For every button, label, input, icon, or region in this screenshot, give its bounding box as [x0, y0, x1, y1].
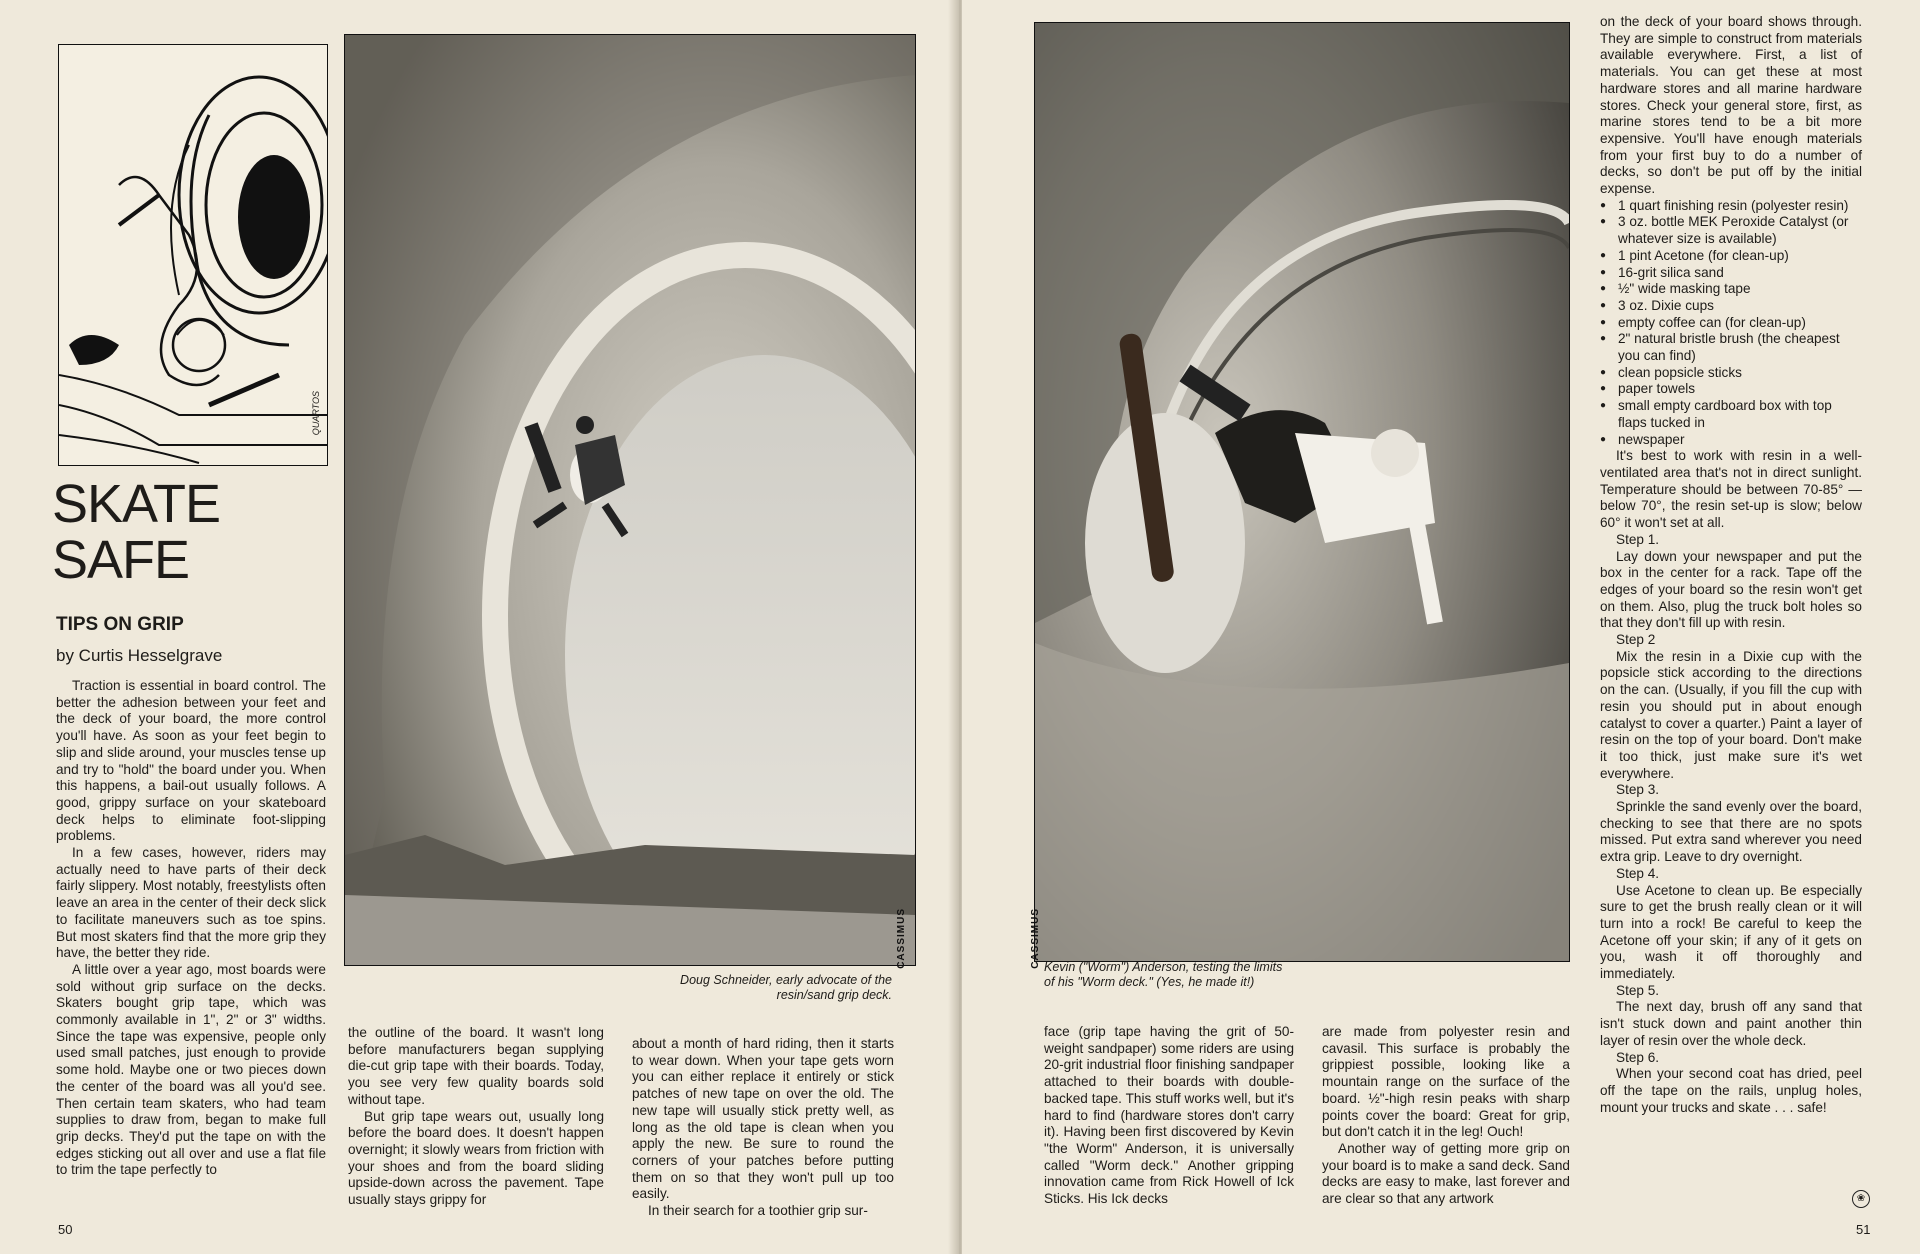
photo-doug-schneider — [344, 34, 916, 966]
step-text: Sprinkle the sand evenly over the board, checking to see that there are no spots missed. Put extra sand wherever you need extra grip. Leave to dry overnight. — [1600, 799, 1862, 865]
list-item: ● 1 pint Acetone (for clean-up) — [1600, 248, 1862, 265]
right-column-3 — [1600, 14, 1862, 1116]
step-label: Step 6. — [1616, 1049, 1660, 1065]
photo-caption-left — [600, 973, 892, 1003]
byline: by Curtis Hesselgrave — [56, 646, 223, 665]
cartoon-drawing — [59, 45, 327, 465]
list-item: ● 1 quart finishing resin (polyester resin) — [1600, 198, 1862, 215]
step-text: Lay down your newspaper and put the box in the center for a rack. Tape off the edges of your board so the resin won't get on them. Also, plug the truck bolt holes so that they don't fill up with resin. — [1600, 548, 1862, 631]
paragraph: the outline of the board. It wasn't long before manufacturers began supplying die-cut grip tape with their boards. Today, you see very few quality boards sold without tape. — [348, 1025, 604, 1107]
cartoon-signature: QUARTOS — [311, 390, 321, 435]
step-text: The next day, brush off any sand that isn't stuck down and paint another thin layer of resin over the whole deck. — [1600, 999, 1862, 1048]
paragraph: about a month of hard riding, then it starts to wear down. When your tape gets worn you can either replace it entirely or stick patches of new tape on over the old. The new tape will usually stick pretty well, as long as the old tape is clean when you apply the new. Be sure to round the corners of your patches before putting them on so that they won't pull up too easily. — [632, 1036, 894, 1202]
paragraph: It's best to work with resin in a well-ventilated area that's not in direct sunlight. Temperature should be between 70-85° — below 70°, the resin set-up is slow; below 60° it won't set at all. — [1600, 448, 1862, 531]
list-item: ● clean popsicle sticks — [1600, 365, 1862, 382]
list-item: ● ½" wide masking tape — [1600, 281, 1862, 298]
page-number-right: 51 — [1856, 1222, 1871, 1237]
list-item: ● 2" natural bristle brush (the cheapest you can find) — [1600, 331, 1862, 364]
step-text: When your second coat has dried, peel off the tape on the rails, unplug holes, mount your trucks and skate . . . safe! — [1600, 1066, 1862, 1115]
pipe-photo — [345, 35, 915, 965]
paragraph: Another way of getting more grip on your board is to make a sand deck. Sand decks are easy to make, last forever and are clear so that any artwork — [1322, 1140, 1570, 1207]
page-number-left: 50 — [58, 1222, 73, 1237]
pipe-photo-right — [1035, 23, 1569, 961]
paragraph: are made from polyester resin and cavasil. This surface is probably the grippiest possible, looking like a mountain range on the surface of the board. ½"-high resin peaks with sharp points cover the board: Great for grip, but don't catch it in the leg! Ouch! — [1322, 1024, 1570, 1140]
step-label: Step 3. — [1616, 782, 1660, 798]
photo-credit-right: CASSIMUS — [1030, 908, 1041, 969]
end-mark-icon: ❀ — [1852, 1190, 1870, 1208]
list-item: ● newspaper — [1600, 432, 1862, 449]
right-column-2 — [1322, 1024, 1570, 1208]
paragraph: face (grip tape having the grit of 50-weight sandpaper) some riders are using 20-grit industrial floor finishing sandpaper attached to their boards with double-backed tape. This stuff works well, but it's hard to find (hardware stores don't carry it). Having been first discovered by Kevin "the Worm" Anderson, it is universally called "Worm deck." Another gripping innovation came from Rick Howell of Ick Sticks. His Ick decks — [1044, 1024, 1294, 1207]
step-text: Use Acetone to clean up. Be especially sure to get the brush really clean or it will turn into a rock! Be careful to keep the Acetone off your skin; if any of it gets on you, wash it off thoroughly and immediately. — [1600, 882, 1862, 982]
right-page — [962, 0, 1920, 1254]
paragraph: Traction is essential in board control. The better the adhesion between your feet and the deck of your board, the more control you'll have. As soon as your feet begin to slip and slide around, your muscles tense up and try to "hold" the board under you. When this happens, a bail-out usually follows. A good, grippy surface on your skateboard deck helps to eliminate foot-slipping problems. — [56, 678, 326, 844]
step-label: Step 4. — [1616, 865, 1660, 881]
left-column-3 — [632, 1036, 894, 1220]
materials-list — [1600, 198, 1862, 449]
paragraph: In their search for a toothier grip sur- — [648, 1203, 868, 1219]
step-label: Step 2 — [1616, 632, 1656, 648]
list-item: ● small empty cardboard box with top flaps tucked in — [1600, 398, 1862, 431]
left-column-1 — [56, 678, 326, 1179]
photo-kevin-anderson — [1034, 22, 1570, 962]
article-title — [52, 476, 220, 588]
title-line-2: SAFE — [52, 530, 190, 590]
list-item: ● 3 oz. bottle MEK Peroxide Catalyst (or whatever size is available) — [1600, 214, 1862, 247]
article-subtitle: TIPS ON GRIP — [56, 614, 184, 635]
paragraph: on the deck of your board shows through. They are simple to construct from materials available everywhere. First, a list of materials. You can get these at most hardware stores and all marine hardware stores. Check your general store, first, as marine stores tend to be a bit more expensive. You'll have enough materials from your first buy to do a number of decks, so don't be put off by the initial expense. — [1600, 14, 1862, 197]
list-item: ● empty coffee can (for clean-up) — [1600, 315, 1862, 332]
list-item: ● 16-grit silica sand — [1600, 265, 1862, 282]
right-column-1 — [1044, 1024, 1294, 1208]
paragraph: But grip tape wears out, usually long before the board does. It doesn't happen overnight; it slowly wears from friction with your shoes and from the board sliding upside-down across the pavement. Tape usually stays grippy for — [348, 1108, 604, 1208]
title-line-1: SKATE — [52, 474, 221, 534]
left-column-2 — [348, 1025, 604, 1209]
photo-credit-left: CASSIMUS — [896, 908, 907, 969]
step-label: Step 5. — [1616, 982, 1660, 998]
cartoon-illustration — [58, 44, 328, 466]
list-item: ● 3 oz. Dixie cups — [1600, 298, 1862, 315]
paragraph: In a few cases, however, riders may actually need to have parts of their deck fairly slippery. Most notably, freestylists often leave an area in the center of their deck slick to facilitate maneuvers such as toe spins. But most skaters find that the more grip they have, the better they ride. — [56, 845, 326, 961]
step-label: Step 1. — [1616, 531, 1660, 547]
list-item: ● paper towels — [1600, 381, 1862, 398]
paragraph: A little over a year ago, most boards were sold without grip surface on the decks. Skaters bought grip tape, which was commonly available in 1", 2" or 3" widths. Since the tape was expensive, people only used small patches, just enough to provide some hold. Maybe one or two pieces down the center of the board was all you'd see. Then certain team skaters, who had team supplies to draw from, began to make full grip decks. They'd put the tape on with the edges sticking out all over and use a flat file to trim the tape perfectly to — [56, 961, 326, 1178]
caption-line-2: of his "Worm deck." (Yes, he made it!) — [1044, 975, 1255, 989]
caption-line-1: Doug Schneider, early advocate of the — [680, 973, 892, 987]
step-text: Mix the resin in a Dixie cup with the popsicle stick according to the directions on the can. (Usually, if you fill the cup with resin you should put in about enough catalyst to cover a quarter.) Paint a layer of resin on the top of your board. Don't make it too thick, just make sure it's wet everywhere. — [1600, 648, 1862, 781]
left-page — [0, 0, 958, 1254]
caption-line-2: resin/sand grip deck. — [776, 988, 892, 1002]
photo-caption-right — [1044, 960, 1464, 990]
caption-line-1: Kevin ("Worm") Anderson, testing the limits — [1044, 960, 1283, 974]
